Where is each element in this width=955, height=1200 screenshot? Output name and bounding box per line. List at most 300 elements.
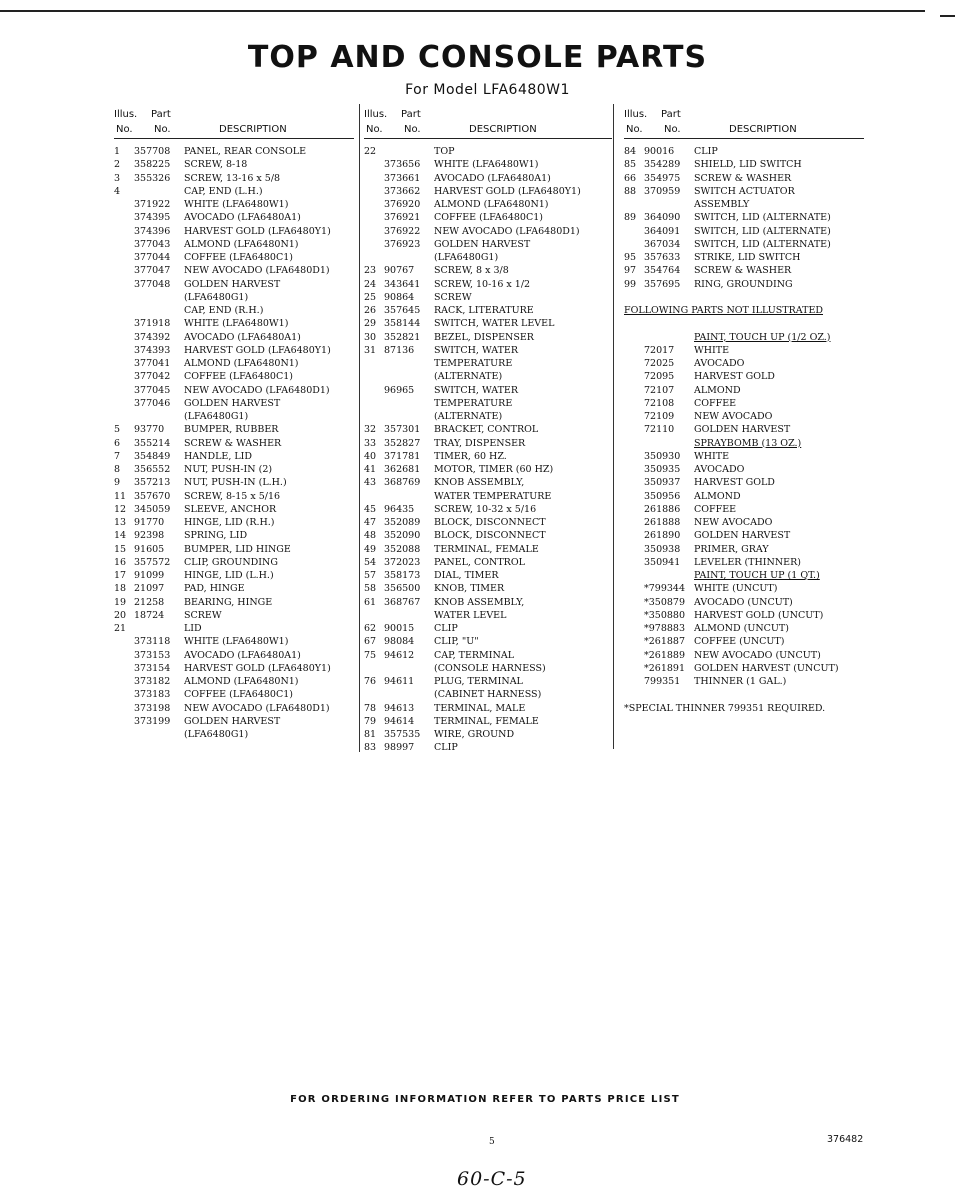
illus-number: [114, 225, 134, 238]
illus-number: 57: [364, 570, 377, 581]
part-number: 91605: [134, 543, 165, 555]
header-part-no-label: No.: [664, 124, 681, 135]
part-row: [114, 569, 354, 582]
part-row: [364, 437, 612, 450]
part-row: [364, 410, 612, 423]
header-illus-label: Illus.: [624, 109, 648, 120]
part-description: ALMOND (LFA6480N1): [434, 199, 549, 210]
part-row: [114, 649, 354, 662]
part-number: 372023: [384, 556, 421, 568]
part-row: [364, 582, 612, 595]
illus-number: [624, 450, 644, 463]
part-row: [364, 649, 612, 662]
part-number: *261889: [644, 649, 686, 661]
part-description: GOLDEN HARVEST: [694, 530, 791, 542]
header-description-label: DESCRIPTION: [729, 124, 797, 135]
header-part-no-label: No.: [154, 124, 171, 135]
part-number: 72107: [644, 384, 675, 396]
part-description: HINGE, LID (L.H.): [184, 570, 274, 581]
part-description: BUMPER, LID HINGE: [184, 543, 291, 555]
part-number: 357708: [134, 146, 171, 157]
part-number: 261886: [644, 503, 681, 515]
part-description: HANDLE, LID: [184, 450, 253, 462]
illus-number: [624, 649, 644, 662]
part-number: 367034: [644, 238, 681, 250]
part-description: AVOCADO: [694, 464, 745, 475]
part-row: [114, 397, 354, 410]
illus-number: 29: [364, 318, 377, 330]
part-description: WHITE (UNCUT): [694, 583, 778, 595]
illus-number: [624, 543, 644, 556]
part-number: [384, 609, 434, 622]
illus-number: [624, 225, 644, 238]
illus-number: 5: [114, 424, 121, 436]
illus-number: 48: [364, 530, 377, 542]
part-description: BUMPER, RUBBER: [184, 424, 279, 436]
illus-number: [624, 635, 644, 648]
part-number: 91770: [134, 517, 165, 528]
part-number: 370959: [644, 185, 681, 197]
part-row: [364, 225, 612, 238]
part-row: [114, 688, 354, 701]
part-row: [114, 503, 354, 516]
illus-number: 11: [114, 490, 127, 502]
part-number: [134, 728, 184, 741]
part-description: SCREW, 8-15 x 5/16: [184, 490, 281, 502]
illus-number: 18: [114, 583, 127, 595]
part-row: [624, 317, 864, 330]
part-description: SPRAYBOMB (13 OZ.): [694, 437, 802, 449]
part-row: [114, 490, 354, 503]
illus-number: [114, 688, 134, 701]
illus-number: [114, 649, 134, 662]
part-row: [364, 635, 612, 648]
part-number: 350930: [644, 450, 681, 462]
part-row: [624, 635, 864, 648]
part-number: 373153: [134, 649, 171, 661]
part-number: 373183: [134, 689, 171, 701]
illus-number: 41: [364, 464, 377, 475]
part-row: [114, 357, 354, 370]
illus-number: [114, 278, 134, 291]
part-row: [364, 291, 612, 304]
part-description: NEW AVOCADO (LFA6480D1): [184, 384, 330, 396]
part-row: [364, 490, 612, 503]
part-number: 377043: [134, 238, 171, 250]
part-number: [644, 331, 694, 344]
part-number: 261890: [644, 530, 681, 542]
part-number: 373154: [134, 662, 171, 674]
illus-number: [364, 251, 384, 264]
illus-number: 61: [364, 596, 377, 608]
part-description: SWITCH, WATER: [434, 384, 519, 396]
illus-number: [624, 463, 644, 476]
illus-number: 95: [624, 252, 637, 263]
part-description: RING, GROUNDING: [694, 278, 793, 290]
illus-number: 58: [364, 583, 377, 595]
part-number: [134, 622, 184, 635]
part-number: 371781: [384, 450, 421, 462]
part-row: [364, 503, 612, 516]
part-description: SCREW: [184, 609, 222, 621]
part-number: 364091: [644, 225, 681, 237]
part-description: GOLDEN HARVEST: [184, 397, 281, 409]
part-description: SPRING, LID: [184, 530, 248, 542]
part-row: [624, 516, 864, 529]
part-number: 96965: [384, 384, 415, 396]
part-description: COFFEE: [694, 397, 737, 409]
part-description: HARVEST GOLD: [694, 477, 775, 489]
part-description: COFFEE (LFA6480C1): [184, 252, 293, 263]
part-number: 376923: [384, 238, 421, 250]
part-row: [624, 198, 864, 211]
part-row: [364, 463, 612, 476]
illus-number: [114, 410, 134, 423]
part-row: [624, 463, 864, 476]
header-illus-label: Illus.: [114, 109, 138, 120]
part-description: CLIP: [434, 623, 458, 634]
illus-number: 8: [114, 464, 121, 475]
illus-number: [624, 476, 644, 489]
illus-number: [624, 662, 644, 675]
part-number: 362681: [384, 464, 421, 475]
illus-number: [624, 556, 644, 569]
part-number: 358173: [384, 570, 421, 581]
part-description: SCREW, 10-32 x 5/16: [434, 503, 537, 515]
illus-number: [364, 211, 384, 224]
part-number: 91099: [134, 570, 165, 581]
document-number: 376482: [827, 1134, 864, 1145]
illus-number: [114, 291, 134, 304]
illus-number: 40: [364, 450, 377, 462]
illus-number: [624, 609, 644, 622]
part-number: 352090: [384, 530, 421, 542]
illus-number: 84: [624, 146, 637, 157]
part-number: 350941: [644, 556, 681, 568]
part-row: [114, 185, 354, 198]
part-description: COFFEE (LFA6480C1): [184, 371, 293, 383]
part-number: 357645: [384, 305, 421, 316]
illus-number: 9: [114, 477, 121, 489]
illus-number: 19: [114, 596, 127, 608]
illus-number: 32: [364, 424, 377, 436]
part-description: (CABINET HARNESS): [434, 689, 542, 701]
part-description: PAINT, TOUCH UP (1/2 OZ.): [694, 331, 831, 343]
part-description: NEW AVOCADO: [694, 411, 773, 422]
illus-number: [114, 702, 134, 715]
part-row: [364, 211, 612, 224]
illus-number: 12: [114, 503, 127, 515]
part-row: [624, 238, 864, 251]
illus-number: [114, 357, 134, 370]
part-number: 350935: [644, 464, 681, 475]
part-row: [114, 516, 354, 529]
part-description: KNOB ASSEMBLY,: [434, 477, 525, 489]
part-row: [364, 476, 612, 489]
part-description: SWITCH, LID (ALTERNATE): [694, 225, 831, 237]
part-number: 357301: [384, 424, 421, 436]
part-description: CAP, TERMINAL: [434, 649, 515, 661]
illus-number: [114, 344, 134, 357]
part-description: BLOCK, DISCONNECT: [434, 530, 546, 542]
illus-number: 16: [114, 556, 127, 568]
illus-number: [624, 516, 644, 529]
part-description: PRIMER, GRAY: [694, 543, 769, 555]
part-row: [624, 675, 864, 688]
part-row: [624, 688, 864, 701]
part-description: NUT, PUSH-IN (2): [184, 464, 273, 475]
part-description: TEMPERATURE: [434, 397, 513, 409]
part-number: 368767: [384, 596, 421, 608]
part-number: 350938: [644, 543, 681, 555]
part-row: [624, 582, 864, 595]
part-number: 352088: [384, 543, 421, 555]
part-description: SCREW & WASHER: [184, 437, 282, 449]
part-description: COFFEE (UNCUT): [694, 636, 785, 648]
part-description: LEVELER (THINNER): [694, 556, 801, 568]
part-number: [384, 357, 434, 370]
part-row: [364, 596, 612, 609]
part-description: HARVEST GOLD (LFA6480Y1): [184, 225, 331, 237]
part-number: [384, 370, 434, 383]
part-number: 373662: [384, 185, 421, 197]
part-description: SWITCH, WATER LEVEL: [434, 318, 555, 330]
part-description: (ALTERNATE): [434, 371, 503, 383]
part-description: (CONSOLE HARNESS): [434, 662, 546, 674]
illus-number: [624, 344, 644, 357]
header-rule: [624, 138, 864, 139]
part-row: [624, 662, 864, 675]
illus-number: 20: [114, 609, 127, 621]
part-number: [644, 437, 694, 450]
part-description: TERMINAL, MALE: [434, 702, 526, 714]
part-description: COFFEE: [694, 503, 737, 515]
part-row: [114, 662, 354, 675]
part-description: ALMOND (UNCUT): [694, 623, 789, 634]
part-row: [364, 198, 612, 211]
part-row: [114, 675, 354, 688]
illus-number: [114, 317, 134, 330]
header-rule: [114, 138, 354, 139]
part-number: 371918: [134, 318, 171, 330]
part-number: 90864: [384, 291, 415, 303]
part-row: [364, 357, 612, 370]
part-description: SWITCH, LID (ALTERNATE): [694, 212, 831, 224]
part-row: [364, 185, 612, 198]
illus-number: [624, 437, 644, 450]
part-number: 92398: [134, 530, 165, 542]
ordering-footer: FOR ORDERING INFORMATION REFER TO PARTS PRICE LIST: [290, 1094, 680, 1105]
part-number: [384, 397, 434, 410]
part-description: ALMOND: [694, 384, 741, 396]
part-row: [114, 582, 354, 595]
part-description: SWITCH, LID (ALTERNATE): [694, 238, 831, 250]
illus-number: 76: [364, 676, 377, 687]
illus-number: [624, 331, 644, 344]
parts-column-1: [114, 106, 354, 741]
part-description: COFFEE (LFA6480C1): [184, 689, 293, 701]
part-description: WATER TEMPERATURE: [434, 490, 552, 502]
part-row: [364, 741, 612, 754]
part-row: [624, 596, 864, 609]
illus-number: [114, 370, 134, 383]
illus-number: 23: [364, 265, 377, 277]
illus-number: [624, 569, 644, 582]
header-no-label: No.: [366, 124, 383, 135]
part-description: STRIKE, LID SWITCH: [694, 252, 801, 263]
part-row: [624, 384, 864, 397]
part-number: 87136: [384, 344, 415, 356]
part-row: [624, 278, 864, 291]
illus-number: [114, 251, 134, 264]
part-description: FOLLOWING PARTS NOT ILLUSTRATED: [624, 305, 823, 316]
part-number: 357633: [644, 252, 681, 263]
part-row: [624, 331, 864, 344]
part-row: [364, 609, 612, 622]
illus-number: 89: [624, 212, 637, 224]
part-number: 377041: [134, 358, 171, 369]
part-description: HARVEST GOLD (LFA6480Y1): [184, 344, 331, 356]
part-number: 352827: [384, 437, 421, 449]
part-row: [364, 251, 612, 264]
part-description: KNOB ASSEMBLY,: [434, 596, 525, 608]
part-row: [114, 702, 354, 715]
illus-number: [364, 172, 384, 185]
part-number: 345059: [134, 503, 171, 515]
part-number: 799351: [644, 676, 681, 687]
part-row: [624, 264, 864, 277]
illus-number: [624, 370, 644, 383]
page-title: TOP AND CONSOLE PARTS: [247, 40, 708, 75]
part-row: [364, 556, 612, 569]
part-number: 358225: [134, 159, 171, 171]
part-row: [364, 344, 612, 357]
illus-number: [114, 728, 134, 741]
part-row: [624, 556, 864, 569]
part-description: (LFA6480G1): [184, 411, 249, 422]
part-description: ALMOND (LFA6480N1): [184, 238, 299, 250]
part-description: ASSEMBLY: [694, 199, 750, 210]
illus-number: 43: [364, 477, 377, 489]
part-row: [364, 516, 612, 529]
top-rule: [0, 10, 925, 12]
part-number: 93770: [134, 424, 165, 436]
part-number: 96435: [384, 503, 415, 515]
part-description: DIAL, TIMER: [434, 570, 499, 581]
illus-number: 15: [114, 543, 127, 555]
part-number: 72017: [644, 344, 675, 356]
part-number: [384, 662, 434, 675]
part-row: [114, 529, 354, 542]
part-number: 377046: [134, 397, 171, 409]
illus-number: [624, 384, 644, 397]
part-row: [114, 437, 354, 450]
part-description: RACK, LITERATURE: [434, 305, 534, 316]
part-number: 354849: [134, 450, 171, 462]
part-description: HARVEST GOLD: [694, 371, 775, 383]
part-number: 357695: [644, 278, 681, 290]
part-description: *SPECIAL THINNER 799351 REQUIRED.: [624, 702, 826, 714]
part-row: [624, 158, 864, 171]
part-number: 21258: [134, 596, 165, 608]
part-number: [644, 569, 694, 582]
part-number: [384, 251, 434, 264]
part-row: [624, 357, 864, 370]
illus-number: 81: [364, 729, 377, 740]
part-row: [114, 476, 354, 489]
part-row: [364, 702, 612, 715]
part-description: NEW AVOCADO (LFA6480D1): [434, 225, 580, 237]
illus-number: [114, 675, 134, 688]
part-row: [624, 397, 864, 410]
part-number: 373199: [134, 715, 171, 727]
part-number: 90767: [384, 265, 415, 277]
illus-number: [364, 410, 384, 423]
part-description: WHITE (LFA6480W1): [184, 318, 289, 330]
parts-column-3: [624, 106, 864, 715]
part-number: 72109: [644, 411, 675, 422]
part-description: PLUG, TERMINAL: [434, 676, 523, 687]
part-description: PAD, HINGE: [184, 583, 245, 595]
part-number: [134, 185, 184, 198]
part-row: [364, 331, 612, 344]
illus-number: 62: [364, 623, 377, 634]
part-description: GOLDEN HARVEST: [694, 424, 791, 436]
handwritten-note: 60-C-5: [457, 1168, 527, 1190]
part-description: CLIP, "U": [434, 636, 479, 648]
illus-number: 88: [624, 185, 637, 197]
part-number: [134, 291, 184, 304]
part-number: *978883: [644, 623, 686, 634]
header-part-label: Part: [661, 109, 681, 120]
part-row: [114, 556, 354, 569]
part-number: 355214: [134, 437, 171, 449]
part-number: *350880: [644, 609, 686, 621]
illus-number: [364, 238, 384, 251]
part-row: [624, 609, 864, 622]
part-description: (LFA6480G1): [184, 729, 249, 740]
part-description: AVOCADO (LFA6480A1): [184, 331, 301, 343]
part-number: 357572: [134, 556, 171, 568]
illus-number: [364, 370, 384, 383]
illus-number: [114, 304, 134, 317]
illus-number: [624, 675, 644, 688]
page-number: 5: [489, 1137, 495, 1147]
part-row: [364, 688, 612, 701]
illus-number: 33: [364, 437, 377, 449]
part-number: 343641: [384, 278, 421, 290]
part-row: [624, 145, 864, 158]
part-row: [364, 662, 612, 675]
top-rule-right: [940, 15, 955, 17]
part-row: [364, 145, 612, 158]
part-number: 90015: [384, 623, 415, 634]
part-description: SCREW, 10-16 x 1/2: [434, 278, 531, 290]
part-description: NEW AVOCADO (LFA6480D1): [184, 265, 330, 277]
part-number: *350879: [644, 596, 686, 608]
part-description: AVOCADO (LFA6480A1): [184, 212, 301, 224]
illus-number: 45: [364, 503, 377, 515]
illus-number: [624, 198, 644, 211]
illus-number: 21: [114, 623, 127, 634]
illus-number: [364, 357, 384, 370]
header-part-label: Part: [401, 109, 421, 120]
part-description: GOLDEN HARVEST: [184, 278, 281, 290]
illus-number: [624, 529, 644, 542]
illus-number: 97: [624, 265, 637, 277]
part-row: [364, 172, 612, 185]
illus-number: [624, 622, 644, 635]
